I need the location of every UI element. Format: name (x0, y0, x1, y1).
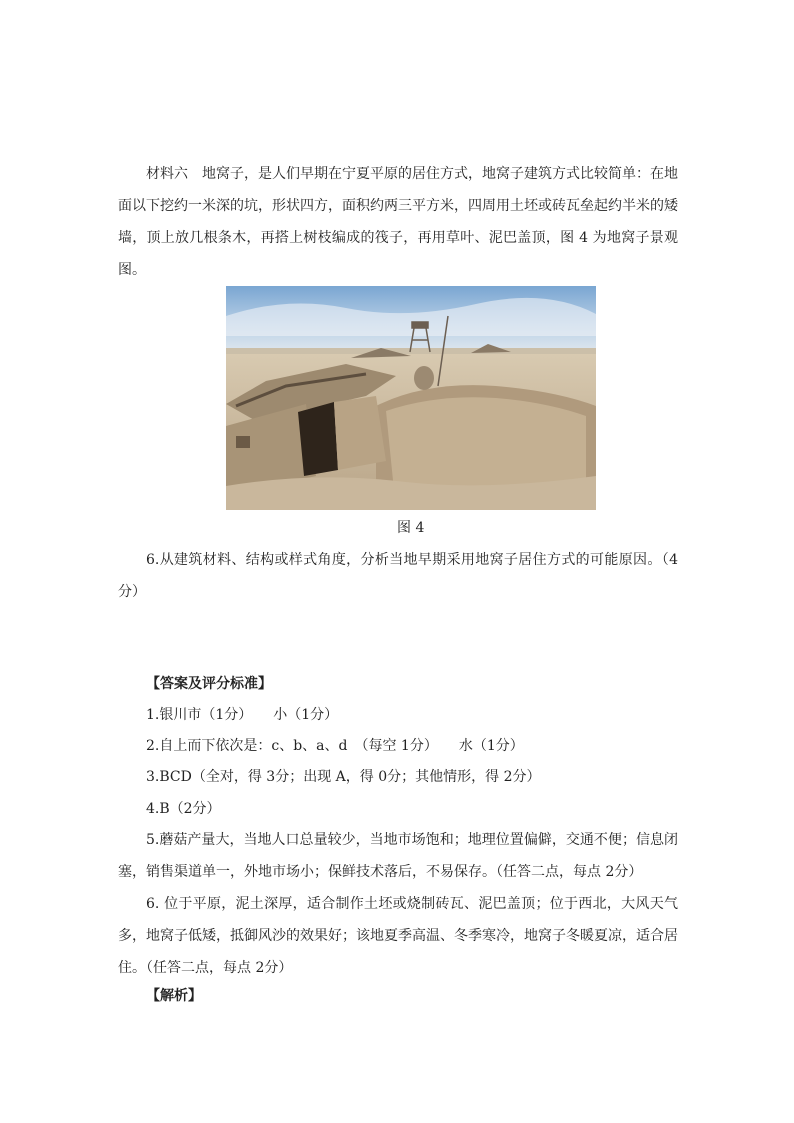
dwelling-photo (226, 286, 596, 510)
answers-heading: 【答案及评分标准】 (146, 676, 272, 692)
answer-2: 2.自上而下依次是：c、b、a、d （每空 1分） 水（1分） (146, 738, 524, 754)
answer-3: 3.BCD（全对，得 3分；出现 A，得 0分；其他情形，得 2分） (146, 769, 541, 785)
figure-caption: 图 4 (397, 520, 425, 536)
answer-4: 4.B（2分） (146, 801, 221, 817)
answer-6: 6. 位于平原，泥土深厚，适合制作土坯或烧制砖瓦、泥巴盖顶；位于西北，大风天气多，地窝子低矮，抵御风沙的效果好；该地夏季高温、冬季寒冷，地窝子冬暖夏凉，适合居住。（任答二点，每点 2分） (118, 896, 678, 976)
question-6: 6.从建筑材料、结构或样式角度，分析当地早期采用地窝子居住方式的可能原因。（4分） (118, 552, 678, 600)
answer-1: 1.银川市（1分） 小（1分） (146, 707, 339, 723)
answer-5: 5.蘑菇产量大，当地人口总量较少，当地市场饱和；地理位置偏僻，交通不便；信息闭塞，销售渠道单一，外地市场小；保鲜技术落后，不易保存。（任答二点，每点 2分） (118, 832, 678, 880)
material-6-paragraph: 材料六 地窝子，是人们早期在宁夏平原的居住方式，地窝子建筑方式比较简单：在地面以下挖约一米深的坑，形状四方，面积约两三平方米，四周用土坯或砖瓦垒起约半米的矮墙，顶上放几根条木，再搭上树枝编成的筏子，再用草叶、泥巴盖顶，图 4 为地窝子景观图。 (118, 166, 678, 278)
analysis-heading: 【解析】 (146, 988, 202, 1004)
dugout-landscape-image (226, 286, 596, 510)
